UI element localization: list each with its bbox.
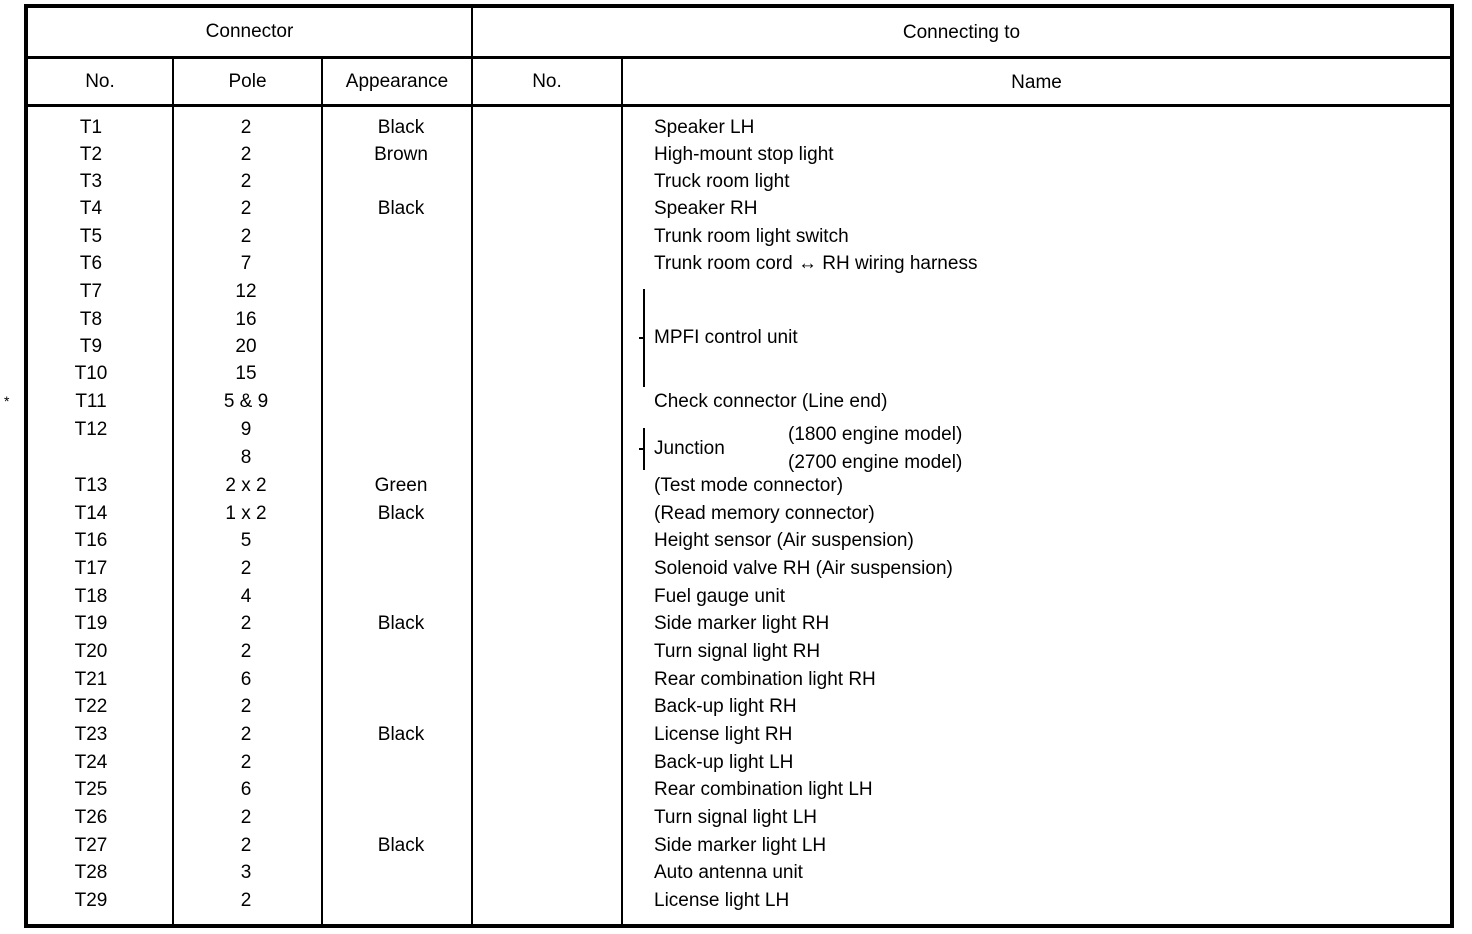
- row-appearance: Green: [374, 475, 428, 496]
- row-name: Speaker RH: [654, 198, 758, 219]
- row-pole: 2: [240, 144, 252, 165]
- row-name: License light RH: [654, 724, 793, 745]
- row-no: T3: [79, 171, 103, 192]
- row-pole: 2: [240, 171, 252, 192]
- header-to-no: No.: [532, 71, 562, 92]
- row-pole: 2: [240, 890, 252, 911]
- row-pole: 15: [235, 363, 257, 384]
- row-name: Solenoid valve RH (Air suspension): [654, 558, 953, 579]
- row-no: T13: [74, 475, 108, 496]
- row-name: Back-up light RH: [654, 696, 797, 717]
- row-name: (Read memory connector): [654, 503, 875, 524]
- row-pole: 2: [240, 835, 252, 856]
- row-pole: 1 x 2: [225, 503, 267, 524]
- row-no: T18: [74, 586, 108, 607]
- row-name: Height sensor (Air suspension): [654, 530, 914, 551]
- row-no: T29: [74, 890, 108, 911]
- group-junction-label: Junction: [654, 438, 725, 459]
- row-name: Check connector (Line end): [654, 391, 888, 412]
- row-name: Rear combination light RH: [654, 669, 876, 690]
- row-name: Rear combination light LH: [654, 779, 873, 800]
- row-no: T21: [74, 669, 108, 690]
- row-no: T1: [79, 117, 103, 138]
- row-no: T19: [74, 613, 108, 634]
- row-appearance: Black: [377, 835, 425, 856]
- row-pole: 2: [240, 198, 252, 219]
- col-divider: [321, 57, 323, 928]
- row-no: T7: [79, 281, 103, 302]
- brace-junction-tip: [639, 448, 645, 450]
- row-divider: [28, 104, 1450, 107]
- row-name: Side marker light LH: [654, 835, 827, 856]
- row-name: High-mount stop light: [654, 144, 834, 165]
- row-pole: 6: [240, 779, 252, 800]
- col-divider: [621, 57, 623, 928]
- header-pole: Pole: [228, 71, 267, 92]
- row-no: T8: [79, 309, 103, 330]
- header-no: No.: [85, 71, 115, 92]
- row-no: T22: [74, 696, 108, 717]
- row-pole: 4: [240, 586, 252, 607]
- row-pole: 2: [240, 117, 252, 138]
- row-appearance: Black: [377, 117, 425, 138]
- row-pole: 2: [240, 613, 252, 634]
- row-pole: 5: [240, 530, 252, 551]
- row-divider: [28, 56, 1450, 59]
- row-name: Back-up light LH: [654, 752, 794, 773]
- row-marker: *: [4, 393, 10, 409]
- row-appearance: Black: [377, 503, 425, 524]
- row-no: T20: [74, 641, 108, 662]
- row-no: T4: [79, 198, 103, 219]
- connector-table: [24, 4, 1454, 928]
- row-no: T5: [79, 226, 103, 247]
- row-appearance: Black: [377, 198, 425, 219]
- row-name: Speaker LH: [654, 117, 755, 138]
- row-no: T24: [74, 752, 108, 773]
- row-no: T26: [74, 807, 108, 828]
- row-name: Trunk room cord ↔ RH wiring harness: [654, 253, 978, 274]
- group-junction-2700: (2700 engine model): [788, 452, 963, 473]
- row-pole: 2 x 2: [225, 475, 267, 496]
- row-pole: 20: [235, 336, 257, 357]
- row-pole: 2: [240, 724, 252, 745]
- row-pole: 2: [240, 226, 252, 247]
- row-no: T6: [79, 253, 103, 274]
- row-pole: 16: [235, 309, 257, 330]
- brace-mpfi-tip: [639, 337, 645, 339]
- row-no: T12: [74, 419, 108, 440]
- row-pole: 7: [240, 253, 252, 274]
- row-appearance: Brown: [374, 144, 428, 165]
- row-pole: 2: [240, 641, 252, 662]
- row-no: T14: [74, 503, 108, 524]
- row-name: Truck room light: [654, 171, 790, 192]
- row-no: T2: [79, 144, 103, 165]
- row-name: Fuel gauge unit: [654, 586, 785, 607]
- row-pole: 2: [240, 807, 252, 828]
- row-no: T27: [74, 835, 108, 856]
- row-name: Side marker light RH: [654, 613, 830, 634]
- row-pole: 2: [240, 752, 252, 773]
- group-junction-1800: (1800 engine model): [788, 424, 963, 445]
- row-pole: 6: [240, 669, 252, 690]
- header-connector: Connector: [205, 21, 294, 42]
- row-pole: 2: [240, 558, 252, 579]
- row-no: T25: [74, 779, 108, 800]
- row-pole: 2: [240, 696, 252, 717]
- row-no: T23: [74, 724, 108, 745]
- row-name: Turn signal light LH: [654, 807, 817, 828]
- row-no: T11: [75, 391, 107, 412]
- row-pole: 8: [240, 447, 252, 468]
- row-appearance: Black: [377, 724, 425, 745]
- row-pole: 12: [235, 281, 257, 302]
- header-name: Name: [1011, 72, 1062, 93]
- group-mpfi-label: MPFI control unit: [654, 327, 798, 348]
- row-appearance: Black: [377, 613, 425, 634]
- header-connecting-to: Connecting to: [902, 22, 1021, 43]
- row-no: T9: [79, 336, 103, 357]
- row-name: Trunk room light switch: [654, 226, 849, 247]
- row-pole: 9: [240, 419, 252, 440]
- row-no: T28: [74, 862, 108, 883]
- row-name: Auto antenna unit: [654, 862, 803, 883]
- header-appearance: Appearance: [345, 71, 449, 92]
- row-pole: 5 & 9: [223, 391, 269, 412]
- row-name: License light LH: [654, 890, 790, 911]
- row-name: (Test mode connector): [654, 475, 844, 496]
- row-no: T16: [74, 530, 108, 551]
- row-no: T10: [74, 363, 108, 384]
- row-name: Turn signal light RH: [654, 641, 821, 662]
- row-pole: 3: [240, 862, 252, 883]
- row-no: T17: [74, 558, 108, 579]
